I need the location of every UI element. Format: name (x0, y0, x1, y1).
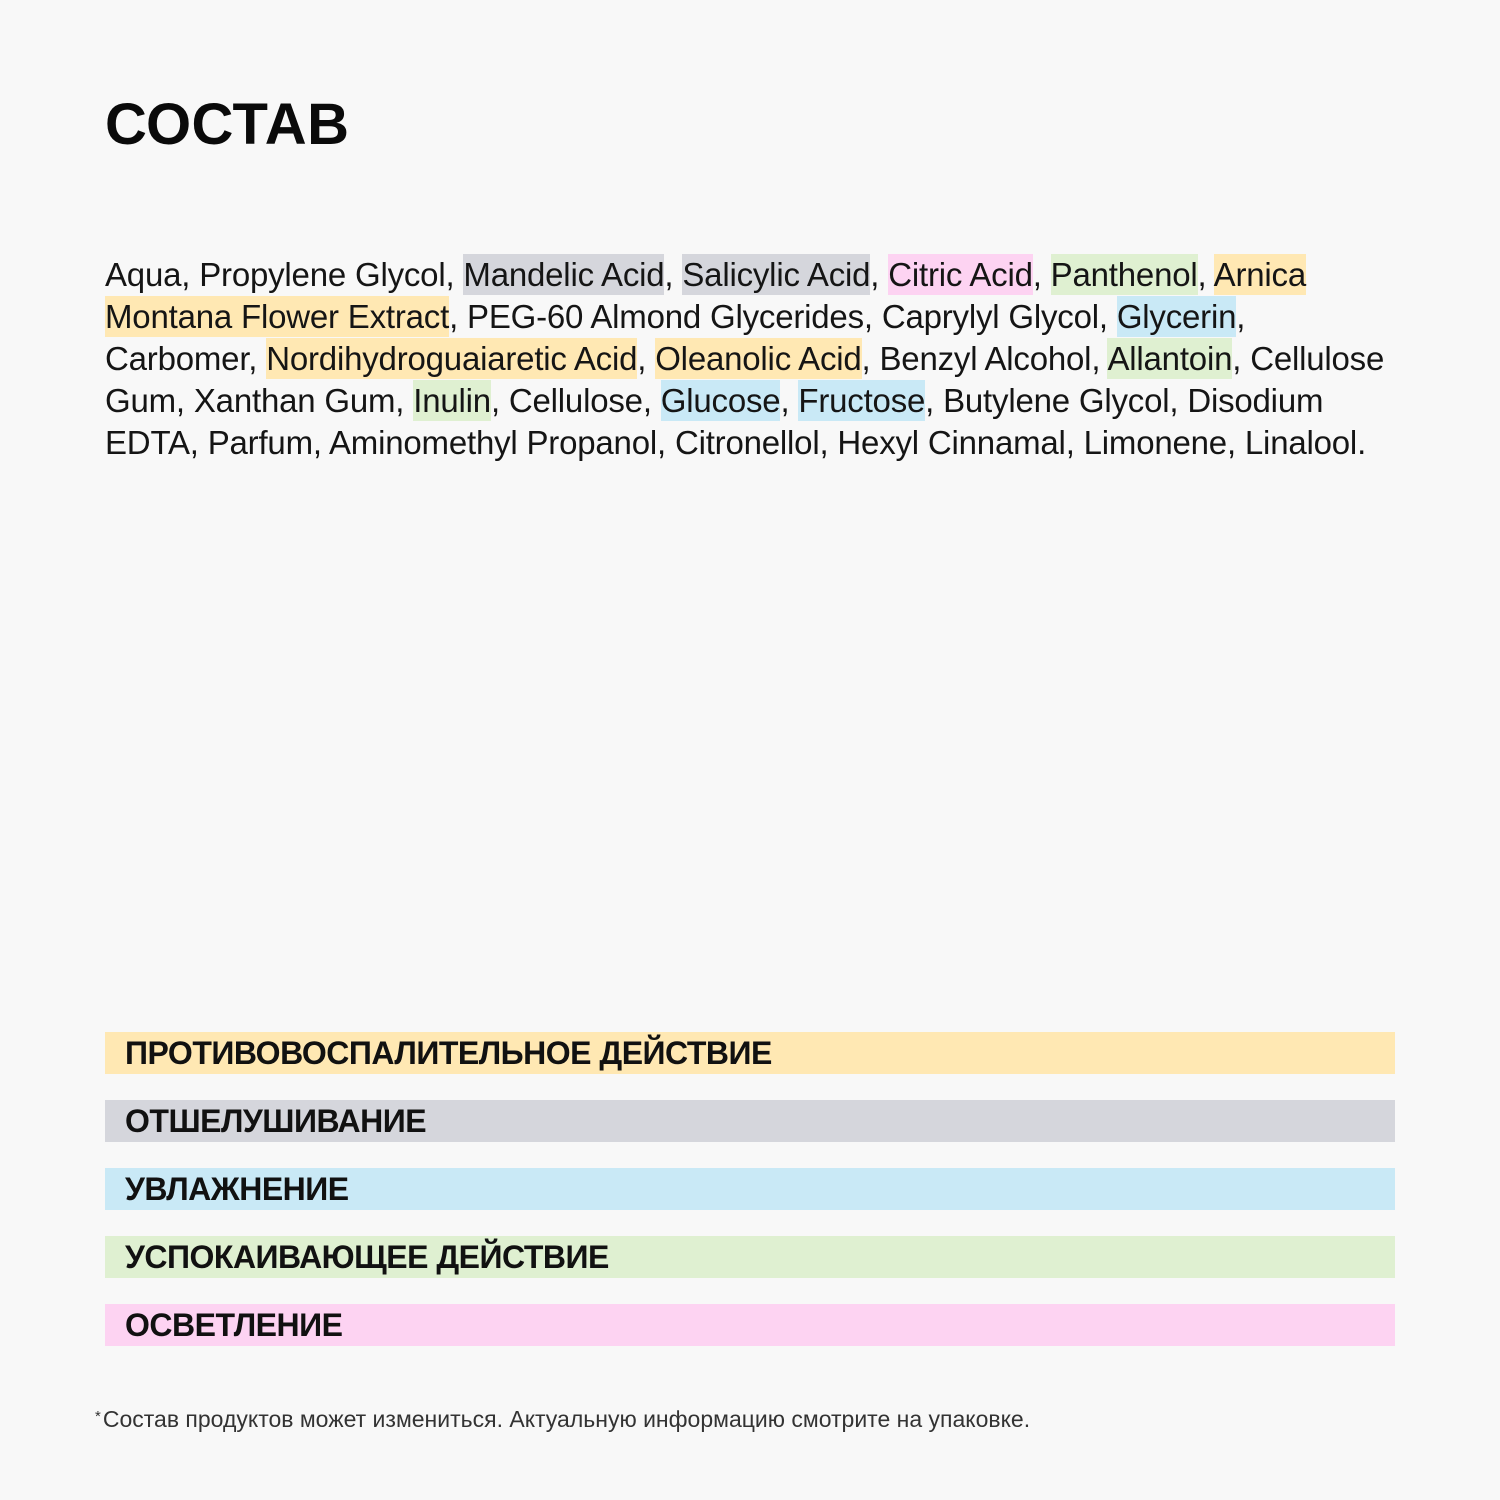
footnote-text: Состав продуктов может измениться. Актуальную информацию смотрите на упаковке. (102, 1406, 1031, 1432)
separator: , (1169, 382, 1188, 419)
separator: , (1091, 340, 1108, 377)
legend-item-anti-inflammatory (105, 1032, 1395, 1074)
legend-item-brightening (105, 1304, 1395, 1346)
separator: . (1357, 424, 1367, 461)
ingredient: Allantoin (1107, 340, 1233, 377)
ingredient: Salicylic Acid (682, 256, 871, 293)
ingredient: Nordihydroguaiaretic Acid (266, 340, 638, 377)
ingredient: Aminomethyl Propanol (329, 424, 657, 461)
ingredient: Parfum (207, 424, 313, 461)
ingredient: Cellulose (508, 382, 643, 419)
ingredient: Xanthan Gum (193, 382, 396, 419)
ingredient: Inulin (413, 382, 491, 419)
legend-label: УСПОКАИВАЮЩЕЕ ДЕЙСТВИЕ (125, 1238, 609, 1275)
separator: , (1098, 298, 1117, 335)
separator: , (449, 298, 468, 335)
ingredient: Aqua (105, 256, 182, 293)
ingredient: Panthenol (1050, 256, 1198, 293)
legend-item-moisturizing (105, 1168, 1395, 1210)
ingredient: Glucose (660, 382, 781, 419)
separator: , (1032, 256, 1051, 293)
legend-item-exfoliation (105, 1100, 1395, 1142)
ingredient: Glycerin (1116, 298, 1237, 335)
ingredient: Limonene (1083, 424, 1227, 461)
ingredient: Oleanolic Acid (655, 340, 862, 377)
ingredient: Fructose (798, 382, 926, 419)
separator: , (189, 424, 208, 461)
footnote-marker: * (95, 1408, 101, 1425)
ingredient: Disodium EDTA (105, 382, 1324, 461)
legend-label: ОТШЕЛУШИВАНИЕ (125, 1102, 427, 1139)
ingredient: Benzyl Alcohol (879, 340, 1092, 377)
separator: , (1236, 298, 1246, 335)
separator: , (861, 340, 880, 377)
separator: , (445, 256, 464, 293)
separator: , (925, 382, 944, 419)
legend-label: ПРОТИВОВОСПАЛИТЕЛЬНОЕ ДЕЙСТВИЕ (125, 1034, 772, 1071)
separator: , (395, 382, 414, 419)
legend-label: ОСВЕТЛЕНИЕ (125, 1306, 343, 1343)
ingredient: Linalool (1244, 424, 1358, 461)
separator: , (657, 424, 675, 461)
separator: , (637, 340, 656, 377)
separator: , (1197, 256, 1214, 293)
ingredient: PEG-60 Almond Glycerides (467, 298, 864, 335)
separator: , (248, 340, 267, 377)
separator: , (780, 382, 799, 419)
separator: , (870, 256, 889, 293)
ingredient: Citric Acid (888, 256, 1033, 293)
legend (105, 1032, 1395, 1372)
ingredient: Butylene Glycol (943, 382, 1170, 419)
separator: , (1232, 340, 1251, 377)
legend-label: УВЛАЖНЕНИЕ (125, 1170, 349, 1207)
separator: , (664, 256, 683, 293)
separator: , (181, 256, 200, 293)
ingredient: Caprylyl Glycol (881, 298, 1099, 335)
ingredients-list (105, 254, 1395, 464)
separator: , (490, 382, 509, 419)
page-title: СОСТАВ (105, 92, 350, 157)
ingredient: Carbomer (105, 340, 249, 377)
separator: , (312, 424, 329, 461)
separator: , (175, 382, 194, 419)
separator: , (819, 424, 838, 461)
ingredient: Cellulose Gum (105, 340, 1385, 419)
ingredient: Arnica Montana Flower Extract (105, 256, 1306, 335)
separator: , (1065, 424, 1084, 461)
legend-item-soothing (105, 1236, 1395, 1278)
footnote (95, 1406, 1030, 1433)
ingredient: Citronellol (674, 424, 820, 461)
ingredient: Hexyl Cinnamal (837, 424, 1066, 461)
ingredient: Mandelic Acid (463, 256, 665, 293)
separator: , (1226, 424, 1245, 461)
separator: , (642, 382, 661, 419)
ingredient: Propylene Glycol (199, 256, 446, 293)
separator: , (863, 298, 882, 335)
